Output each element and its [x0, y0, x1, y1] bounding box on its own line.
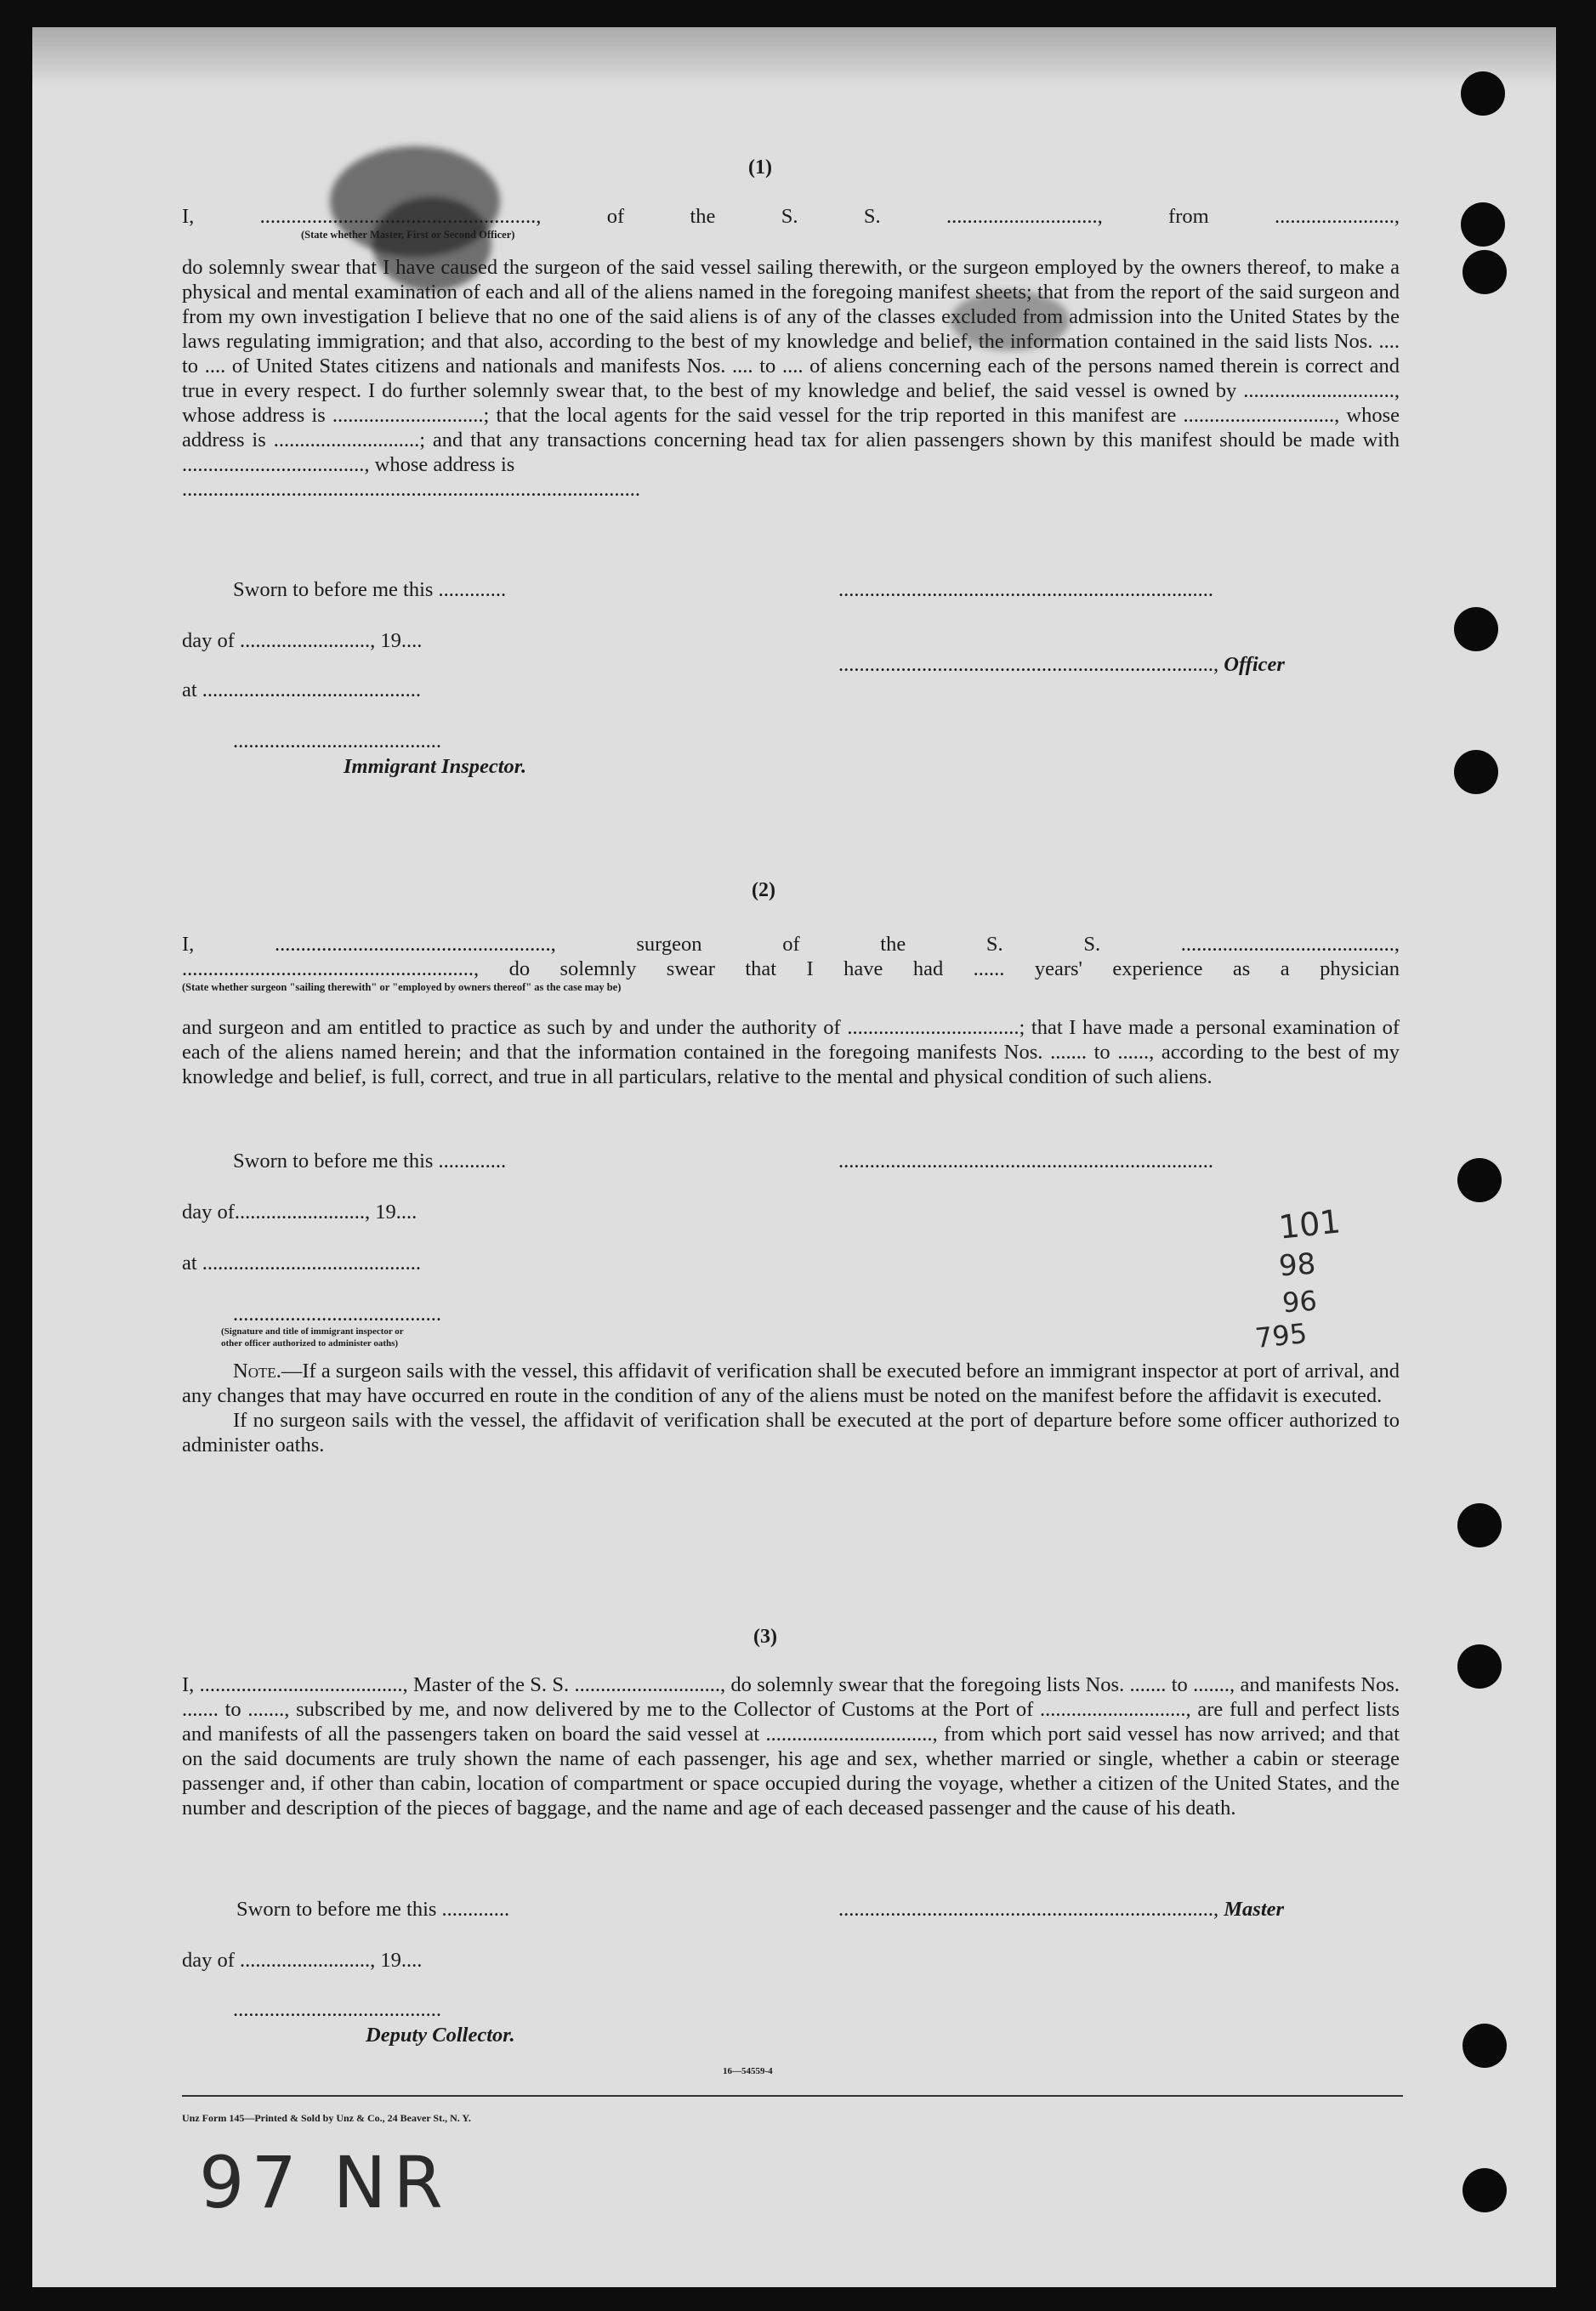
- inspector-signature-line: ........................................: [233, 1303, 441, 1326]
- note-block: Note.—If a surgeon sails with the vessel, this affidavit of verification shall be executed before an immigrant inspector at port of arrival, and any changes that may have occurred en route in the condition of any of the aliens must be noted on the manifest before the affidavit is executed. If no surgeon sails with the vessel, the affidavit of verification shall be executed at the port of departure before some officer authorized to administer oaths.: [182, 1360, 1400, 1456]
- section-1-oath-line: I, ....................................................., of the S. S. ............................., from ......................., (State whether Master, First or Second Officer): [182, 205, 1400, 241]
- handwritten-number: 101: [1276, 1202, 1343, 1246]
- binder-hole: [1454, 607, 1498, 651]
- inspector-title: Immigrant Inspector.: [344, 755, 527, 778]
- day-line: day of........................., 19....: [182, 1201, 417, 1224]
- inspector-signature-line: ........................................: [233, 730, 441, 752]
- section-2-oath: I, ....................................................., surgeon of the S. S. ........................................., ........................................................, do solemnly swear that I have had ...... years' experience as a physician (State whether surgeon "sailing therewith" or "employed by owners thereof" as the case may be): [182, 933, 1400, 993]
- at-line: at ..........................................: [182, 679, 422, 701]
- binder-hole: [1463, 250, 1507, 294]
- section-2-body: and surgeon and am entitled to practice as such by and under the authority of .................................; that I have made a personal examination of each of the aliens named herein; and that the information contained in the foregoing manifests Nos. ....... to ......, according to the best of my knowledge and belief, is full, correct, and true in all particulars, relative to the mental and physical condition of such aliens.: [182, 1016, 1400, 1088]
- section-3-body: I, ......................................., Master of the S. S. ............................, do solemnly swear that the foregoing lists Nos. ....... to ......., and manifests Nos. ....... to ......., subscribed by me, and now delivered by me to the Collector of Customs at the Port of ............................, are full and perfect lists and manifests of all the passengers taken on board the said vessel at ................................, from which port said vessel has now arrived; and that on the said documents are truly shown the name of each passenger, his age and sex, whether married or single, whether a cabin or steerage passenger and, if other than cabin, location of compartment or space occupied during the voyage, whether a citizen of the United States, and the number and description of the pieces of baggage, and the name and age of each deceased passenger and the cause of his death.: [182, 1673, 1400, 1820]
- signature-caption: other officer authorized to administer oaths): [221, 1338, 399, 1349]
- signature-caption: (Signature and title of immigrant inspector or: [221, 1326, 404, 1337]
- officer-rank-caption: (State whether Master, First or Second Officer): [301, 229, 515, 241]
- day-line: day of ........................., 19....: [182, 629, 423, 652]
- day-line: day of ........................., 19....: [182, 1949, 423, 1972]
- surgeon-caption: (State whether surgeon "sailing therewith" or "employed by owners thereof" as the case may be): [182, 981, 622, 993]
- binder-hole: [1457, 1158, 1502, 1202]
- footer-rule: [182, 2095, 1403, 2097]
- collector-signature-line: ........................................: [233, 1998, 441, 2021]
- officer-line: ........................................................................, Officer: [838, 653, 1285, 676]
- sworn-line: Sworn to before me this .............: [236, 1898, 510, 1921]
- handwritten-annotation: 97 NR: [199, 2141, 450, 2224]
- binder-hole: [1457, 1503, 1502, 1547]
- section-number: (3): [753, 1626, 777, 1648]
- binder-hole: [1463, 2024, 1507, 2068]
- sworn-line: Sworn to before me this .............: [233, 1150, 507, 1173]
- binder-hole: [1457, 1644, 1502, 1689]
- binder-hole: [1463, 2168, 1507, 2212]
- section-number: (1): [748, 156, 772, 179]
- binder-hole: [1461, 71, 1505, 116]
- sworn-line: Sworn to before me this .............: [233, 578, 507, 601]
- printer-imprint: Unz Form 145—Printed & Sold by Unz & Co., 24 Beaver St., N. Y.: [182, 2112, 471, 2124]
- officer-signature-line: ........................................................................: [838, 1150, 1213, 1173]
- binder-hole: [1461, 202, 1505, 247]
- handwritten-number: 795: [1253, 1316, 1309, 1355]
- officer-signature-line: ........................................................................: [838, 578, 1213, 601]
- handwritten-number: 98: [1277, 1246, 1317, 1284]
- collector-title: Deputy Collector.: [366, 2024, 515, 2047]
- master-line: ........................................................................, Master: [838, 1898, 1285, 1921]
- section-number: (2): [752, 879, 775, 901]
- section-1-body: do solemnly swear that I have caused the surgeon of the said vessel sailing therewith, or the surgeon employed by the owners thereof, to make a physical and mental examination of each and all of the aliens named in the foregoing manifest sheets; that from the report of the said surgeon and from my own investigation I believe that no one of the said aliens is of any of the classes excluded from admission into the United States by the laws regulating immigration; and that also, according to the best of my knowledge and belief, the information contained in the said lists Nos. .... to .... of United States citizens and nationals and manifests Nos. .... to .... of aliens concerning each of the persons named therein is correct and true in every respect. I do further solemnly swear that, to the best of my knowledge and belief, the said vessel is owned by ............................., whose address is .............................; that the local agents for the said vessel for the trip reported in this manifest are ............................., whose address is ............................; and that any transactions concerning head tax for alien passengers shown by this manifest should be made with ..................................., whose address is ........................................................................................: [182, 256, 1400, 501]
- handwritten-number: 96: [1281, 1284, 1318, 1320]
- at-line: at ..........................................: [182, 1252, 422, 1275]
- form-code: 16—54559-4: [723, 2066, 773, 2076]
- document-page: [32, 27, 1556, 2287]
- binder-hole: [1454, 750, 1498, 794]
